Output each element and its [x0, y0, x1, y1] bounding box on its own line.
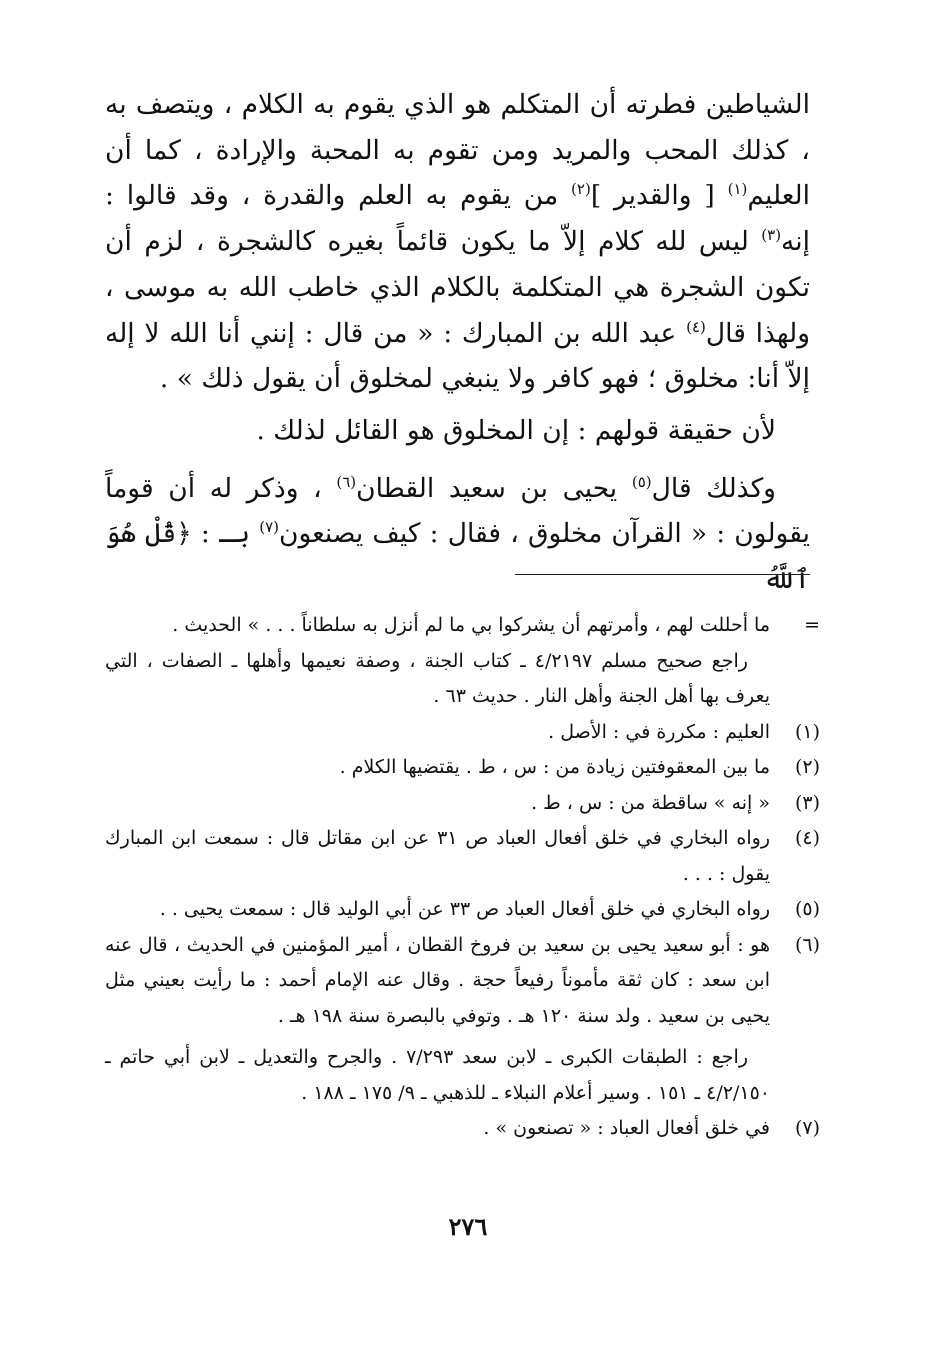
footnote-text: رواه البخاري في خلق أفعال العباد ص ٣١ عن ابن مقاتل قال : سمعت ابن المبارك يقول : . . .: [105, 827, 770, 885]
main-text: [105, 82, 810, 603]
paragraph-2: لأن حقيقة قولهم : إن المخلوق هو القائل لذلك .: [256, 414, 776, 446]
footnote-7: [105, 1111, 820, 1147]
footnote-ref-3[interactable]: (٣): [761, 226, 782, 245]
footnote-number: (٥): [794, 898, 820, 920]
footnote-5: [105, 892, 820, 928]
footnote-divider: [515, 574, 810, 575]
footnote-number: (٢): [794, 756, 820, 778]
text-run: عبد الله بن المبارك : « من قال : إنني أنا الله لا إله إلاّ أنا: مخلوق ؛ فهو كافر ولا ينبغي لمخلوق أن يقول ذلك » .: [105, 317, 810, 395]
text-run: من يقوم به العلم والقدرة ، وقد قالوا : إنه: [105, 180, 810, 258]
continuation-line: ما أحللت لهم ، وأمرتهم أن يشركوا بي ما لم أنزل به سلطاناً . . . » الحديث .: [172, 614, 770, 636]
footnote-text: رواه البخاري في خلق أفعال العباد ص ٣٣ عن أبي الوليد قال : سمعت يحيى . .: [159, 898, 770, 920]
text-run: ، وذكر له أن قوماً يقولون : « القرآن مخلوق ، فقال : كيف يصنعون: [105, 472, 810, 550]
footnote-1: [105, 715, 820, 751]
footnote-number: (٤): [794, 827, 820, 849]
footnote-number: (١): [794, 720, 820, 743]
footnote-subtext: راجع : الطبقات الكبرى ـ لابن سعد ٧/٢٩٣ . والجرح والتعديل ـ لابن أبي حاتم ـ ٤/٢/١٥٠ ـ ١٥١ . وسير أعلام النبلاء ـ للذهبي ـ ٩/ ١٧٥ ـ ١٨٨ .: [105, 1046, 770, 1104]
text-run: الشياطين فطرته أن المتكلم هو الذي يقوم به الكلام ، ويتصف به ، كذلك المحب والمريد ومن تقوم به المحبة والإرادة ، كما أن العليم: [105, 89, 810, 212]
paragraph-1: [105, 82, 810, 402]
text-run: ليس لله كلام إلاّ ما يكون قائماً بغيره كالشجرة ، لزم أن تكون الشجرة هي المتكلمة بالكلام الذي خاطب الله به موسى ، ولهذا قال: [105, 226, 810, 349]
footnote-ref-2[interactable]: (٢): [571, 180, 591, 199]
footnote-number: (٣): [794, 791, 820, 814]
footnote-number: (٧): [794, 1117, 820, 1139]
footnote-ref-6[interactable]: (٦): [336, 472, 357, 491]
footnote-ref-1[interactable]: (١): [727, 180, 748, 199]
paragraph-3: [105, 466, 810, 603]
footnote-number: (٦): [794, 933, 820, 956]
footnote-ref-4[interactable]: (٤): [686, 317, 706, 336]
text-run: بـ : ﴿قُلْ هُوَ ٱللَّهُ: [105, 518, 810, 596]
footnote-ref-7[interactable]: (٧): [259, 518, 279, 537]
continuation-marker: =: [804, 614, 820, 636]
footnote-3: [105, 786, 820, 822]
footnote-6: [105, 928, 820, 1112]
footnote-text: ما بين المعقوفتين زيادة من : س ، ط . يقتضيها الكلام .: [339, 756, 770, 778]
footnote-4: [105, 821, 820, 892]
footnote-ref-5[interactable]: (٥): [631, 472, 652, 491]
footnote-text: « إنه » ساقطة من : س ، ط .: [531, 791, 770, 814]
text-run: وكذلك قال: [651, 472, 776, 504]
page-number: ٢٧٦: [448, 1212, 488, 1241]
footnote-text: هو : أبو سعيد يحيى بن سعيد بن فروخ القطان ، أمير المؤمنين في الحديث ، قال عنه ابن سعد : كان ثقة مأموناً رفيعاً حجة . وقال عنه الإمام أحمد : ما رأيت بعيني مثل يحيى بن سعيد . ولد سنة ١٢٠ هـ . وتوفي بالبصرة سنة ١٩٨ هـ .: [105, 933, 770, 1027]
footnote-2: [105, 750, 820, 786]
continuation-line: راجع صحيح مسلم ٤/٢١٩٧ ـ كتاب الجنة ، وصفة نعيمها وأهلها ـ الصفات ، التي يعرف بها أهل الجنة وأهل النار . حديث ٦٣ .: [105, 649, 770, 707]
footnote-text: العليم : مكررة في : الأصل .: [548, 720, 770, 743]
footnotes: [105, 608, 820, 1147]
text-run: [ والقدير ]: [590, 180, 728, 212]
footnote-continuation: [105, 608, 820, 715]
text-run: يحيى بن سعيد القطان: [356, 472, 632, 504]
footnote-text: في خلق أفعال العباد : « تصنعون » .: [483, 1117, 770, 1139]
